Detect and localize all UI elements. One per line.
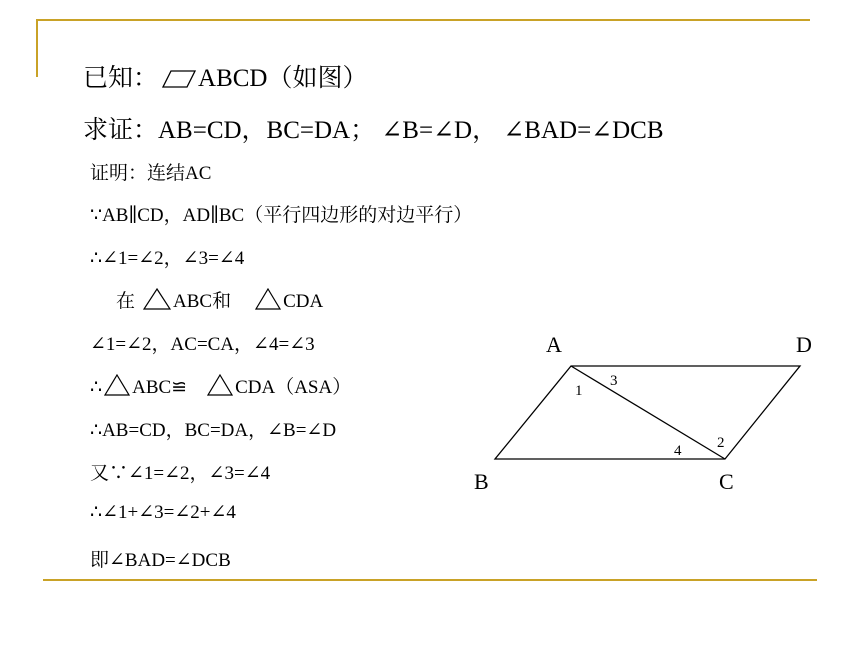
triangle-icon: [104, 374, 130, 396]
given-prefix: 已知：: [83, 65, 159, 92]
frame-left-rule: [36, 19, 38, 77]
proof-step-9: ∴∠1+∠3=∠2+∠4: [90, 502, 236, 523]
prove-line: 求证：AB=CD，BC=DA； ∠B=∠D， ∠BAD=∠DCB: [83, 117, 664, 144]
proof-step-4-in: 在: [116, 291, 136, 312]
angle-label-2: 2: [717, 435, 725, 451]
triangle-icon: [143, 288, 171, 310]
proof-step-10: 即∠BAD=∠DCB: [90, 550, 231, 571]
frame-bottom-rule: [43, 579, 817, 581]
parallelogram-icon: [162, 70, 196, 88]
triangle-icon: [255, 288, 281, 310]
vertex-label-c: C: [719, 469, 734, 494]
angle-label-1: 1: [575, 383, 583, 399]
parallelogram-figure: [460, 325, 830, 500]
proof-step-1: 证明：连结AC: [90, 163, 212, 184]
proof-step-4: [116, 286, 323, 313]
given-suffix: ABCD（如图）: [198, 65, 368, 92]
proof-step-7: ∴AB=CD，BC=DA，∠B=∠D: [90, 420, 337, 441]
proof-step-6-cda: CDA（ASA）: [235, 377, 352, 398]
frame-top-rule: [36, 19, 810, 21]
proof-step-4-cda: CDA: [283, 291, 324, 312]
proof-step-2: ∵AB∥CD，AD∥BC（平行四边形的对边平行）: [90, 205, 473, 226]
diagonal-ac: [571, 366, 725, 459]
angle-label-4: 4: [674, 443, 682, 459]
proof-step-6-therefore: ∴: [90, 377, 103, 398]
proof-step-5: ∠1=∠2，AC=CA，∠4=∠3: [90, 334, 315, 355]
proof-step-3: ∴∠1=∠2，∠3=∠4: [90, 248, 245, 269]
triangle-icon: [207, 374, 233, 396]
proof-step-6-abc: ABC≌: [132, 377, 188, 398]
given-line: [83, 58, 367, 94]
proof-step-6: [90, 372, 351, 399]
vertex-label-a: A: [546, 332, 562, 357]
proof-step-8: 又∵∠1=∠2，∠3=∠4: [90, 463, 271, 484]
proof-step-4-abc: ABC和: [173, 291, 232, 312]
angle-label-3: 3: [610, 373, 618, 389]
vertex-label-d: D: [796, 332, 812, 357]
vertex-label-b: B: [474, 469, 489, 494]
